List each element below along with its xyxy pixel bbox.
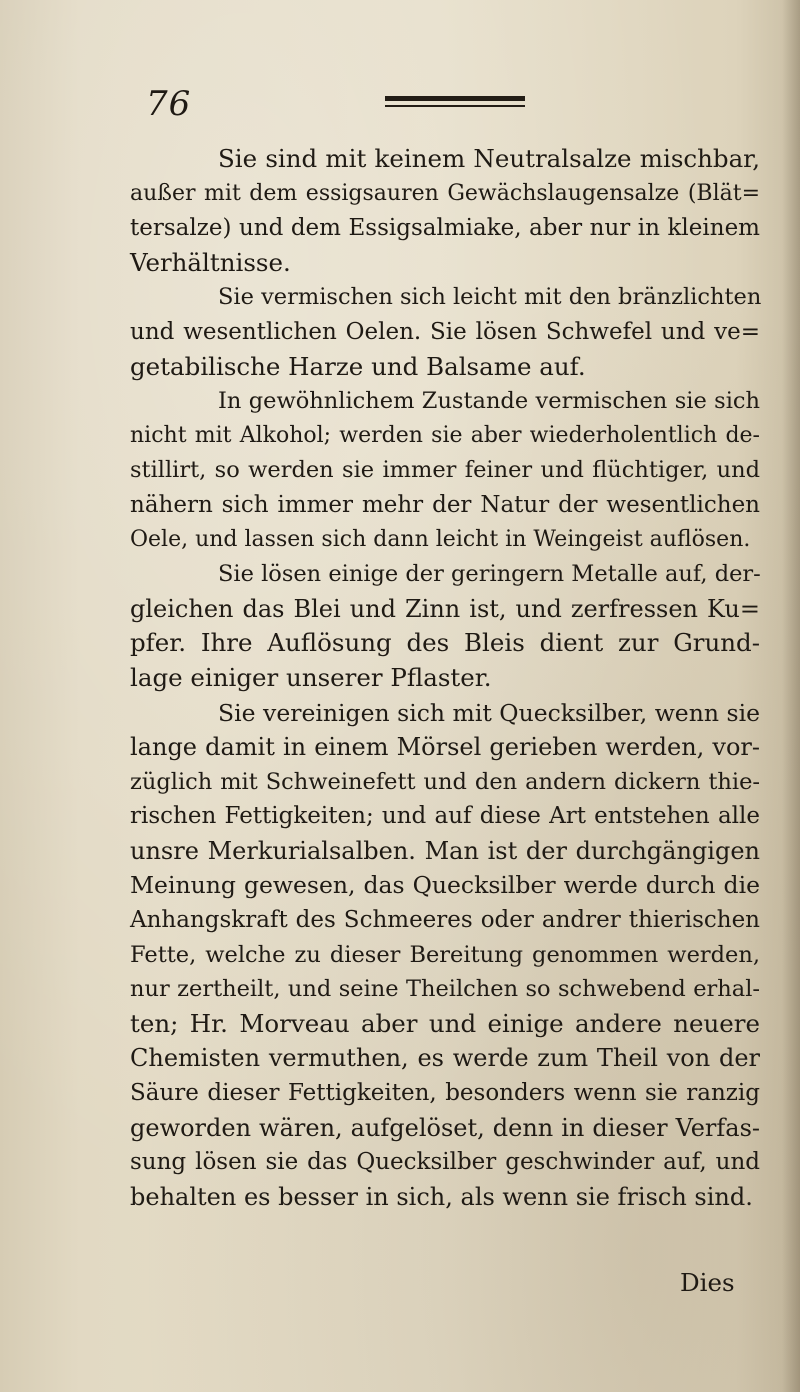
header-rule-thin — [385, 105, 525, 107]
text-line: behalten es besser in sich, als wenn sie frisch sind. — [130, 1182, 753, 1211]
text-line: Chemisten vermuthen, es werde zum Theil von der — [130, 1044, 760, 1073]
text-line: pfer. Ihre Auflösung des Bleis dient zur Grund- — [130, 628, 760, 658]
text-line: In gewöhnlichem Zustande vermischen sie sich — [218, 388, 760, 415]
text-line: Sie sind mit keinem Neutralsalze mischbar, — [218, 144, 760, 173]
text-line: nicht mit Alkohol; werden sie aber wiederholentlich de- — [130, 422, 760, 448]
header-rule — [385, 96, 525, 110]
text-line: Fette, welche zu dieser Bereitung genommen werden, — [130, 941, 760, 968]
text-line: Säure dieser Fettigkeiten, besonders wenn sie ranzig — [130, 1080, 760, 1107]
text-line: stillirt, so werden sie immer feiner und flüchtiger, und — [130, 457, 760, 484]
page-edge-shadow — [782, 0, 800, 1392]
header-rule-thick — [385, 96, 525, 101]
text-line: rischen Fettigkeiten; und auf diese Art entstehen alle — [130, 803, 760, 830]
text-line: Meinung gewesen, das Quecksilber werde durch die — [130, 871, 760, 900]
text-line: Sie vermischen sich leicht mit den bränzlichten — [218, 284, 762, 311]
text-line: ten; Hr. Morveau aber und einige andere neuere — [130, 1008, 760, 1038]
text-line: tersalze) und dem Essigsalmiake, aber nur in kleinem — [130, 215, 760, 242]
text-line: und wesentlichen Oelen. Sie lösen Schwefel und ve= — [130, 318, 760, 345]
text-line: Anhangskraft des Schmeeres oder andrer thierischen — [130, 907, 760, 934]
text-line: Verhältnisse. — [130, 247, 291, 277]
text-line: lange damit in einem Mörsel gerieben werden, vor- — [130, 733, 760, 762]
text-line: unsre Merkurialsalben. Man ist der durchgängigen — [130, 836, 760, 865]
text-line: getabilische Harze und Balsame auf. — [130, 351, 586, 381]
catchword: Dies — [680, 1268, 735, 1297]
body-text — [130, 142, 760, 1214]
text-line: sung lösen sie das Quecksilber geschwinder auf, und — [130, 1149, 760, 1176]
text-line: Sie vereinigen sich mit Quecksilber, wenn sie — [218, 698, 760, 727]
text-line: Sie lösen einige der geringern Metalle auf, der- — [218, 561, 761, 588]
page-number: 76 — [146, 84, 192, 124]
text-line: außer mit dem essigsauren Gewächslaugensalze (Blät= — [130, 180, 760, 206]
text-line: nur zertheilt, und seine Theilchen so schwebend erhal- — [130, 976, 760, 1003]
text-line: gleichen das Blei und Zinn ist, und zerfressen Ku= — [130, 594, 760, 623]
text-line: nähern sich immer mehr der Natur der wesentlichen — [130, 491, 760, 518]
text-line: züglich mit Schweinefett und den andern dickern thie- — [130, 768, 760, 795]
text-line: lage einiger unserer Pflaster. — [130, 662, 492, 692]
text-line: Oele, und lassen sich dann leicht in Weingeist auflösen. — [130, 526, 751, 552]
text-line: geworden wären, aufgelöset, denn in dieser Verfas- — [130, 1113, 760, 1142]
